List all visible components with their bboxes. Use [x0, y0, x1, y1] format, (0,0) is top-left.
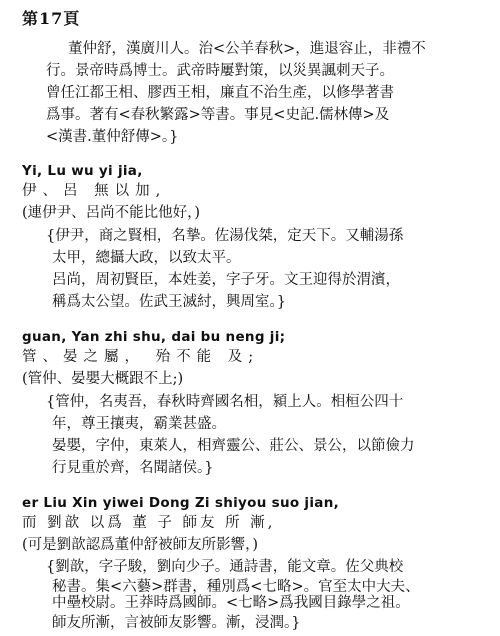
paraphrase-line: (可是劉歆認爲董仲舒被師友所影響，)	[22, 537, 259, 553]
note-line: 稱爲太公望。佐武王滅紂，興周室。}	[52, 294, 286, 310]
body-line: 爲事。著有<春秋繁露>等書。事見<史記.儒林傳>及	[46, 107, 390, 123]
pinyin-line: Yi, Lu wu yi jia,	[22, 163, 143, 179]
note-line: 行見重於齊，名聞諸侯。}	[52, 460, 214, 476]
note-line: 太甲，總攝大政，以致太平。	[52, 250, 241, 266]
note-line: {管仲，名夷吾，春秋時齊國名相，潁上人。相桓公四十	[46, 394, 404, 410]
pinyin-line: guan, Yan zhi shu, dai bu neng ji;	[22, 329, 286, 345]
note-line: 呂尚，周初賢臣，本姓姜，字子牙。文王迎得於渭濱，	[52, 272, 400, 288]
note-line: {劉歆，字子駿，劉向少子。通詩書，能文章。佐父典校	[46, 559, 404, 575]
page-number: 第17頁	[22, 9, 81, 28]
note-line: 中壘校尉。王莽時爲國師。<七略>爲我國目錄學之祖。	[52, 595, 410, 611]
body-line: <漢書.董仲舒傳>。}	[46, 129, 179, 145]
note-line: 年，尊王攘夷，霸業甚盛。	[52, 416, 226, 432]
body-line: 行。景帝時爲博士。武帝時屢對策，以災異諷刺天子。	[46, 63, 394, 79]
note-line-tail: 師友所漸，言被師友影響。漸，浸潤。}	[52, 615, 301, 631]
chinese-line: 而 劉歆 以爲 董 子 師友 所 漸,	[22, 515, 276, 531]
note-line: 秘書。集<六藝>群書，種別爲<七略>。官至太中大夫、	[52, 579, 420, 595]
paraphrase-line: (管仲、晏嬰大概跟不上;)	[22, 371, 184, 387]
note-line: 晏嬰，字仲，東萊人，相齊靈公、莊公、景公，以節儉力	[52, 438, 415, 454]
note-line: {伊尹，商之賢相，名摯。佐湯伐桀，定天下。又輔湯孫	[46, 228, 404, 244]
chinese-line: 伊、呂 無以加,	[22, 183, 167, 199]
paraphrase-line: (連伊尹、呂尚不能比他好，)	[22, 205, 201, 221]
pinyin-line: er Liu Xin yiwei Dong Zi shiyou suo jian,	[22, 495, 340, 511]
body-line: 曾任江都王相、膠西王相，廉直不治生產，以修學著書	[46, 85, 394, 101]
body-line: 董仲舒，漢廣川人。治<公羊春秋>，進退容止，非禮不	[68, 41, 426, 57]
chinese-line: 管、晏之屬， 殆不能 及;	[22, 349, 260, 365]
